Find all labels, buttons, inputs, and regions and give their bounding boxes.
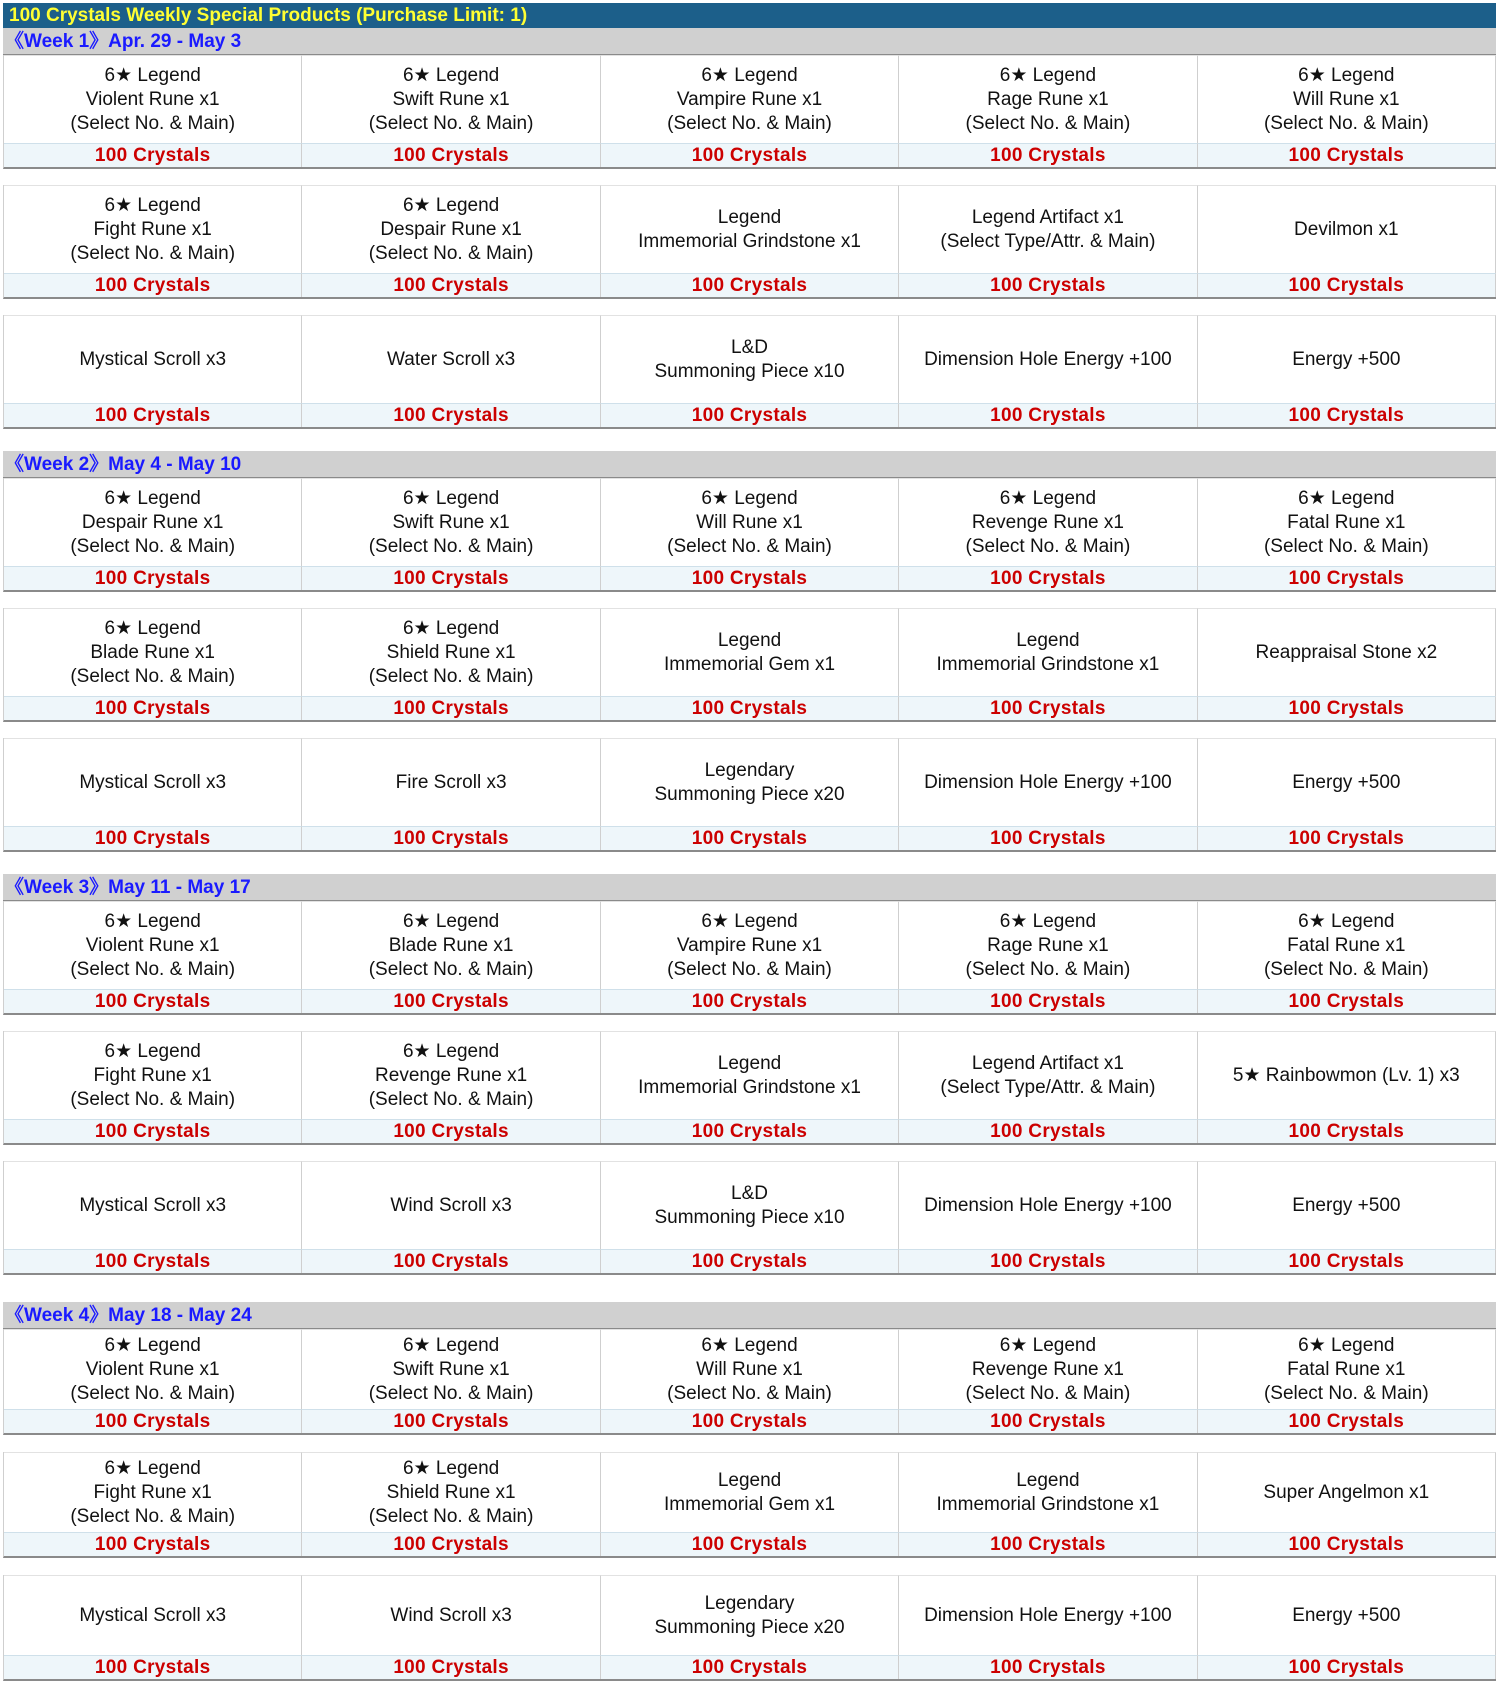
product-item: Legend Artifact x1 (Select Type/Attr. & Main) <box>899 1031 1197 1119</box>
product-item: Devilmon x1 <box>1198 185 1496 273</box>
product-row <box>3 1575 1496 1681</box>
product-cells <box>3 1575 1496 1655</box>
product-item: L&D Summoning Piece x10 <box>601 315 899 403</box>
product-item: 6★ Legend Revenge Rune x1 (Select No. & Main) <box>899 1329 1197 1409</box>
price-label: 100 Crystals <box>4 989 302 1013</box>
product-item: 6★ Legend Despair Rune x1 (Select No. & Main) <box>4 478 302 566</box>
price-label: 100 Crystals <box>1198 403 1496 427</box>
price-label: 100 Crystals <box>302 1409 600 1433</box>
product-item: 6★ Legend Swift Rune x1 (Select No. & Main) <box>302 55 600 143</box>
price-label: 100 Crystals <box>302 273 600 297</box>
price-label: 100 Crystals <box>1198 826 1496 850</box>
price-label: 100 Crystals <box>899 273 1197 297</box>
price-label: 100 Crystals <box>601 1409 899 1433</box>
price-label: 100 Crystals <box>601 1249 899 1273</box>
price-label: 100 Crystals <box>302 566 600 590</box>
price-label: 100 Crystals <box>302 826 600 850</box>
price-label: 100 Crystals <box>4 696 302 720</box>
price-label: 100 Crystals <box>4 1655 302 1679</box>
price-row <box>3 566 1496 592</box>
product-item: 6★ Legend Fatal Rune x1 (Select No. & Main) <box>1198 478 1496 566</box>
week-header: 《Week 1》Apr. 29 - May 3 <box>3 28 1496 56</box>
price-row <box>3 1532 1496 1558</box>
product-item: Wind Scroll x3 <box>302 1161 600 1249</box>
product-row <box>3 315 1496 429</box>
product-cells <box>3 1329 1496 1409</box>
price-label: 100 Crystals <box>899 403 1197 427</box>
week-header: 《Week 3》May 11 - May 17 <box>3 874 1496 902</box>
price-label: 100 Crystals <box>4 1409 302 1433</box>
product-item: 6★ Legend Blade Rune x1 (Select No. & Main) <box>302 901 600 989</box>
price-row <box>3 696 1496 722</box>
price-label: 100 Crystals <box>601 826 899 850</box>
price-label: 100 Crystals <box>1198 1409 1496 1433</box>
price-label: 100 Crystals <box>4 1532 302 1556</box>
product-item: 6★ Legend Swift Rune x1 (Select No. & Main) <box>302 1329 600 1409</box>
product-row <box>3 55 1496 169</box>
product-item: Legendary Summoning Piece x20 <box>601 1575 899 1655</box>
product-item: 5★ Rainbowmon (Lv. 1) x3 <box>1198 1031 1496 1119</box>
price-label: 100 Crystals <box>899 1409 1197 1433</box>
product-item: Fire Scroll x3 <box>302 738 600 826</box>
product-item: Wind Scroll x3 <box>302 1575 600 1655</box>
price-label: 100 Crystals <box>302 143 600 167</box>
price-row <box>3 1119 1496 1145</box>
price-label: 100 Crystals <box>899 566 1197 590</box>
product-item: 6★ Legend Revenge Rune x1 (Select No. & Main) <box>899 478 1197 566</box>
price-label: 100 Crystals <box>4 1119 302 1143</box>
product-item: Mystical Scroll x3 <box>4 1161 302 1249</box>
price-label: 100 Crystals <box>899 826 1197 850</box>
product-item: Legend Immemorial Gem x1 <box>601 608 899 696</box>
product-row <box>3 738 1496 852</box>
product-row <box>3 901 1496 1015</box>
price-label: 100 Crystals <box>899 1532 1197 1556</box>
price-label: 100 Crystals <box>1198 1532 1496 1556</box>
product-item: 6★ Legend Rage Rune x1 (Select No. & Main) <box>899 55 1197 143</box>
product-cells <box>3 1161 1496 1249</box>
price-label: 100 Crystals <box>601 1119 899 1143</box>
product-item: 6★ Legend Violent Rune x1 (Select No. & Main) <box>4 901 302 989</box>
product-item: 6★ Legend Blade Rune x1 (Select No. & Main) <box>4 608 302 696</box>
product-cells <box>3 608 1496 696</box>
price-row <box>3 403 1496 429</box>
product-item: Legend Immemorial Gem x1 <box>601 1452 899 1532</box>
price-label: 100 Crystals <box>302 1249 600 1273</box>
price-label: 100 Crystals <box>601 403 899 427</box>
price-label: 100 Crystals <box>1198 1655 1496 1679</box>
price-label: 100 Crystals <box>899 1119 1197 1143</box>
product-item: 6★ Legend Swift Rune x1 (Select No. & Main) <box>302 478 600 566</box>
product-item: Energy +500 <box>1198 315 1496 403</box>
price-label: 100 Crystals <box>302 1119 600 1143</box>
price-row <box>3 143 1496 169</box>
product-item: 6★ Legend Violent Rune x1 (Select No. & Main) <box>4 1329 302 1409</box>
product-row <box>3 1161 1496 1275</box>
price-label: 100 Crystals <box>899 1249 1197 1273</box>
price-row <box>3 273 1496 299</box>
product-item: Legend Artifact x1 (Select Type/Attr. & Main) <box>899 185 1197 273</box>
product-item: 6★ Legend Shield Rune x1 (Select No. & Main) <box>302 608 600 696</box>
product-item: Dimension Hole Energy +100 <box>899 738 1197 826</box>
price-label: 100 Crystals <box>4 1249 302 1273</box>
price-label: 100 Crystals <box>302 1532 600 1556</box>
price-label: 100 Crystals <box>4 403 302 427</box>
price-label: 100 Crystals <box>1198 566 1496 590</box>
product-cells <box>3 738 1496 826</box>
price-label: 100 Crystals <box>899 1655 1197 1679</box>
product-item: Mystical Scroll x3 <box>4 1575 302 1655</box>
price-label: 100 Crystals <box>601 989 899 1013</box>
price-label: 100 Crystals <box>4 826 302 850</box>
sheet-title: 100 Crystals Weekly Special Products (Purchase Limit: 1) <box>3 3 1496 29</box>
price-label: 100 Crystals <box>1198 143 1496 167</box>
product-item: 6★ Legend Rage Rune x1 (Select No. & Main) <box>899 901 1197 989</box>
product-cells <box>3 55 1496 143</box>
week-header: 《Week 2》May 4 - May 10 <box>3 451 1496 479</box>
product-item: Dimension Hole Energy +100 <box>899 1575 1197 1655</box>
product-row <box>3 478 1496 592</box>
product-item: Mystical Scroll x3 <box>4 315 302 403</box>
product-item: 6★ Legend Shield Rune x1 (Select No. & Main) <box>302 1452 600 1532</box>
product-item: Legend Immemorial Grindstone x1 <box>899 608 1197 696</box>
product-item: 6★ Legend Fatal Rune x1 (Select No. & Main) <box>1198 1329 1496 1409</box>
product-item: 6★ Legend Fatal Rune x1 (Select No. & Main) <box>1198 901 1496 989</box>
product-item: 6★ Legend Will Rune x1 (Select No. & Main) <box>601 478 899 566</box>
product-item: 6★ Legend Will Rune x1 (Select No. & Main) <box>1198 55 1496 143</box>
price-label: 100 Crystals <box>601 143 899 167</box>
price-row <box>3 1655 1496 1681</box>
product-item: Super Angelmon x1 <box>1198 1452 1496 1532</box>
price-label: 100 Crystals <box>302 403 600 427</box>
product-row <box>3 1452 1496 1558</box>
price-label: 100 Crystals <box>302 1655 600 1679</box>
product-item: 6★ Legend Vampire Rune x1 (Select No. & Main) <box>601 55 899 143</box>
price-label: 100 Crystals <box>899 143 1197 167</box>
product-item: 6★ Legend Violent Rune x1 (Select No. & Main) <box>4 55 302 143</box>
price-label: 100 Crystals <box>4 143 302 167</box>
product-cells <box>3 478 1496 566</box>
product-item: 6★ Legend Vampire Rune x1 (Select No. & Main) <box>601 901 899 989</box>
product-item: Legend Immemorial Grindstone x1 <box>899 1452 1197 1532</box>
product-item: 6★ Legend Fight Rune x1 (Select No. & Main) <box>4 185 302 273</box>
price-label: 100 Crystals <box>302 989 600 1013</box>
price-label: 100 Crystals <box>302 696 600 720</box>
product-item: Legend Immemorial Grindstone x1 <box>601 185 899 273</box>
price-label: 100 Crystals <box>4 273 302 297</box>
price-row <box>3 1249 1496 1275</box>
product-cells <box>3 901 1496 989</box>
product-item: Energy +500 <box>1198 1161 1496 1249</box>
price-label: 100 Crystals <box>601 1532 899 1556</box>
price-label: 100 Crystals <box>1198 1249 1496 1273</box>
price-label: 100 Crystals <box>601 1655 899 1679</box>
product-item: 6★ Legend Revenge Rune x1 (Select No. & Main) <box>302 1031 600 1119</box>
product-row <box>3 1031 1496 1145</box>
price-label: 100 Crystals <box>601 696 899 720</box>
product-row <box>3 1329 1496 1435</box>
price-label: 100 Crystals <box>899 989 1197 1013</box>
product-cells <box>3 185 1496 273</box>
price-label: 100 Crystals <box>1198 989 1496 1013</box>
product-item: Reappraisal Stone x2 <box>1198 608 1496 696</box>
product-cells <box>3 315 1496 403</box>
product-item: Legend Immemorial Grindstone x1 <box>601 1031 899 1119</box>
price-label: 100 Crystals <box>1198 273 1496 297</box>
product-cells <box>3 1452 1496 1532</box>
product-item: Mystical Scroll x3 <box>4 738 302 826</box>
product-row <box>3 608 1496 722</box>
week-header: 《Week 4》May 18 - May 24 <box>3 1302 1496 1330</box>
product-row <box>3 185 1496 299</box>
price-label: 100 Crystals <box>899 696 1197 720</box>
product-item: 6★ Legend Despair Rune x1 (Select No. & Main) <box>302 185 600 273</box>
product-item: 6★ Legend Fight Rune x1 (Select No. & Main) <box>4 1452 302 1532</box>
price-label: 100 Crystals <box>601 273 899 297</box>
price-label: 100 Crystals <box>1198 696 1496 720</box>
price-row <box>3 826 1496 852</box>
product-item: Dimension Hole Energy +100 <box>899 1161 1197 1249</box>
product-item: 6★ Legend Will Rune x1 (Select No. & Main) <box>601 1329 899 1409</box>
product-item: 6★ Legend Fight Rune x1 (Select No. & Main) <box>4 1031 302 1119</box>
price-label: 100 Crystals <box>1198 1119 1496 1143</box>
product-item: Water Scroll x3 <box>302 315 600 403</box>
product-cells <box>3 1031 1496 1119</box>
price-row <box>3 989 1496 1015</box>
price-row <box>3 1409 1496 1435</box>
product-item: Energy +500 <box>1198 738 1496 826</box>
product-item: L&D Summoning Piece x10 <box>601 1161 899 1249</box>
price-label: 100 Crystals <box>4 566 302 590</box>
product-item: Legendary Summoning Piece x20 <box>601 738 899 826</box>
product-item: Energy +500 <box>1198 1575 1496 1655</box>
price-label: 100 Crystals <box>601 566 899 590</box>
product-item: Dimension Hole Energy +100 <box>899 315 1197 403</box>
